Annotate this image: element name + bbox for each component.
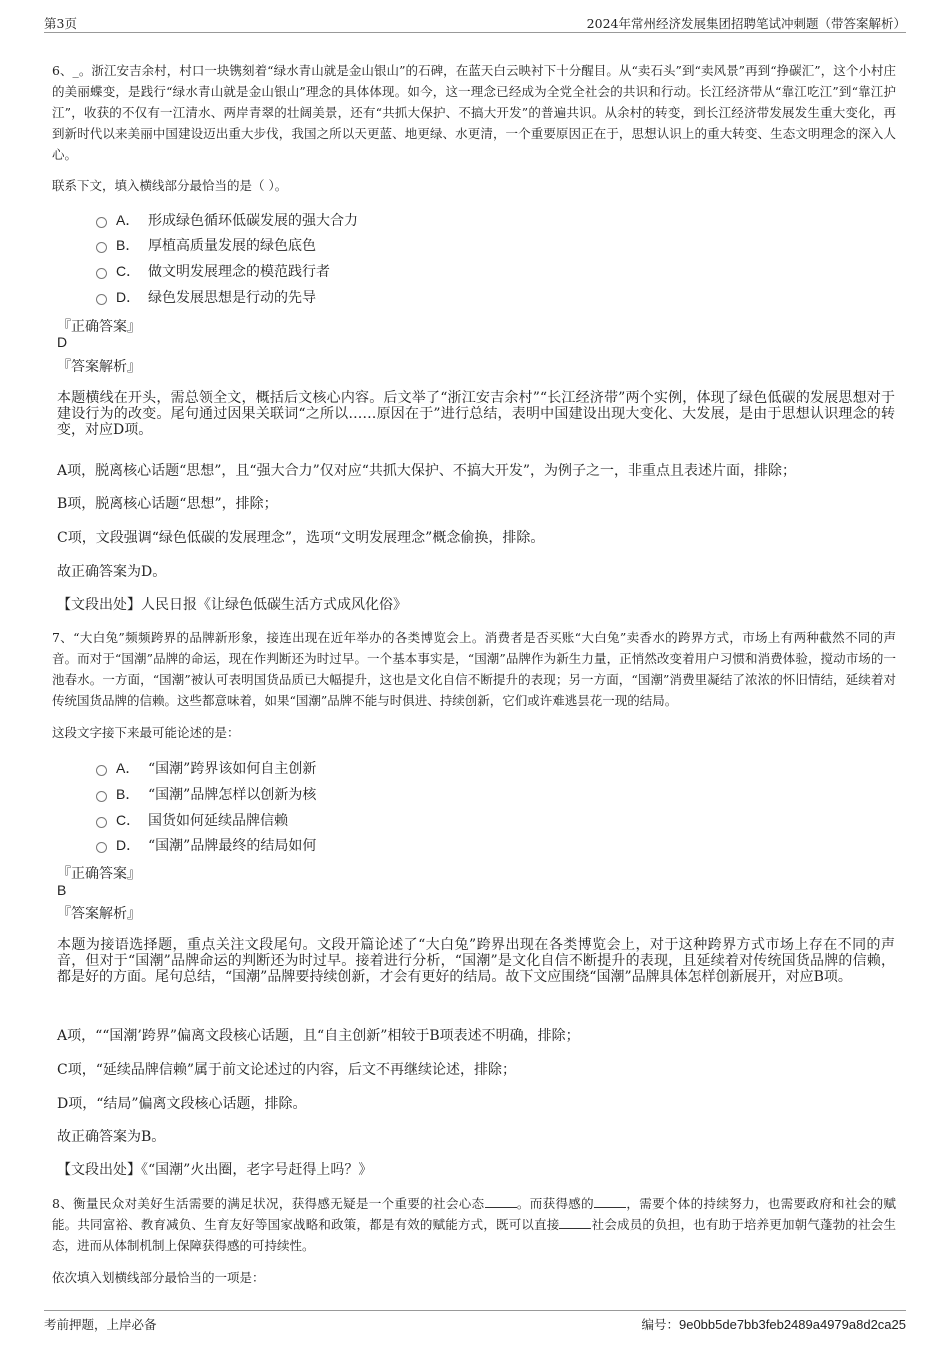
q7-option-d-analysis: D项，“结局”偏离文段核心话题，排除。	[57, 1096, 307, 1112]
q6-option-b-analysis: B项，脱离核心话题“思想”，排除；	[57, 496, 278, 512]
q7-answer: B	[57, 882, 67, 898]
q6-answer: D	[57, 334, 68, 350]
q7-conclusion: 故正确答案为B。	[57, 1129, 166, 1145]
q6-answer-label: 『正确答案』	[57, 319, 141, 335]
page-footer	[44, 1310, 906, 1333]
page-header	[44, 12, 906, 33]
page-number: 第3页	[44, 16, 77, 31]
footer-note: 考前押题，上岸必备	[44, 1317, 157, 1332]
q6-analysis: 本题横线在开头，需总领全文，概括后文核心内容。后文举了“浙江安吉余村”“长江经济带”两个实例，体现了绿色低碳的发展思想对于建设行为的改变。尾句通过因果关联词“之所以……原因在于”进行总结，表明中国建设出现大变化、大发展，是由于思想认识理念的转变，对应D项。	[57, 390, 895, 438]
radio-icon[interactable]	[96, 765, 107, 776]
document-title: 2024年常州经济发展集团招聘笔试冲刺题（带答案解析）	[586, 16, 906, 31]
q6-source: 【文段出处】人民日报《让绿色低碳生活方式成风化俗》	[57, 597, 407, 613]
q6-prompt: 联系下文，填入横线部分最恰当的是（ ）。	[52, 178, 288, 193]
q7-answer-label: 『正确答案』	[57, 866, 141, 882]
radio-icon[interactable]	[96, 842, 107, 853]
q6-stem: 6、_。浙江安吉余村，村口一块镌刻着“绿水青山就是金山银山”的石碑，在蓝天白云映衬下十分醒目。从“卖石头”到“卖风景”再到“挣碳汇”，这个小村庄的美丽蝶变，是践行“绿水青山就是金山银山”理念的具体体现。如今，这一理念已经成为全党全社会的共识和行动。长江经济带从“靠江吃江”到“靠江护江”，收获的不仅有一江清水、两岸青翠的壮阔美景，还有“共抓大保护、不搞大开发”的普遍共识。从余村的转变，到长江经济带发展发生重大变化，再到新时代以来美丽中国建设迈出重大步伐，我国之所以天更蓝、地更绿、水更清，一个重要原因正在于，思想认识上的重大转变、生态文明理念的深入人心。	[52, 63, 896, 162]
q7-source: 【文段出处】《“国潮”火出圈，老字号赶得上吗？》	[57, 1162, 373, 1178]
q7-analysis-label: 『答案解析』	[57, 906, 141, 922]
q8-prompt: 依次填入划横线部分最恰当的一项是：	[52, 1270, 265, 1285]
radio-icon[interactable]	[96, 268, 107, 279]
q7-prompt: 这段文字接下来最可能论述的是：	[52, 725, 240, 740]
q7-stem: 7、“大白兔”频频跨界的品牌新形象，接连出现在近年举办的各类博览会上。消费者是否买账“大白兔”卖香水的跨界方式，市场上有两种截然不同的声音。而对于“国潮”品牌的命运，现在作判断还为时过早。一个基本事实是，“国潮”品牌作为新生力量，正悄然改变着用户习惯和消费体验，搅动市场的一池春水。一方面，“国潮”被认可表明国货品质已大幅提升，这也是文化自信不断提升的表现；另一方面，“国潮”消费里凝结了浓浓的怀旧情结，延续着对传统国货品牌的信赖。这些都意味着，如果“国潮”品牌不能与时俱进、持续创新，它们或许难逃昙花一现的结局。	[52, 630, 896, 708]
q7-option-a-analysis: A项，““国潮’跨界”偏离文段核心话题，且“自主创新”相较于B项表述不明确，排除；	[57, 1028, 580, 1044]
footer-code: 编号：9e0bb5de7bb3feb2489a4979a8d2ca25	[641, 1317, 906, 1332]
q6-option-a[interactable]: A． 形成绿色循环低碳发展的强大合力	[96, 210, 358, 232]
radio-icon[interactable]	[96, 791, 107, 802]
radio-icon[interactable]	[96, 817, 107, 828]
q7-option-d[interactable]: D． “国潮”品牌最终的结局如何	[96, 835, 316, 857]
q7-analysis: 本题为接语选择题，重点关注文段尾句。文段开篇论述了“大白兔”跨界出现在各类博览会上，对于这种跨界方式市场上存在不同的声音，但对于“国潮”品牌命运的判断还为时过早。接着进行分析，“国潮”是文化自信不断提升的表现，且延续着对传统国货品牌的信赖，都是好的方面。尾句总结，“国潮”品牌要持续创新，才会有更好的结局。故下文应围绕“国潮”品牌具体怎样创新展开，对应B项。	[57, 937, 895, 985]
q6-option-d[interactable]: D． 绿色发展思想是行动的先导	[96, 287, 316, 309]
q7-option-b[interactable]: B． “国潮”品牌怎样以创新为核	[96, 784, 316, 806]
q8-stem: 8、衡量民众对美好生活需要的满足状况，获得感无疑是一个重要的社会心态 。而获得感的 ，需要个体的持续努力，也需要政府和社会的赋能。共同富裕、教育减负、生育友好等国家战略和政策，都是有效的赋能方式，既可以直接 社会成员的负担，也有助于培养更加朝气蓬勃的社会生态，进而从体制机制上保障获得感的可持续性。	[52, 1196, 896, 1253]
q7-option-a[interactable]: A． “国潮”跨界该如何自主创新	[96, 758, 316, 780]
blank-2	[594, 1195, 626, 1208]
radio-icon[interactable]	[96, 294, 107, 305]
q6-analysis-label: 『答案解析』	[57, 359, 141, 375]
q6-option-b[interactable]: B． 厚植高质量发展的绿色底色	[96, 235, 316, 257]
q7-option-c[interactable]: C． 国货如何延续品牌信赖	[96, 810, 288, 832]
blank-1	[485, 1195, 517, 1208]
q6-option-c-analysis: C项，文段强调“绿色低碳的发展理念”，选项“文明发展理念”概念偷换，排除。	[57, 530, 545, 546]
radio-icon[interactable]	[96, 217, 107, 228]
q6-option-c[interactable]: C． 做文明发展理念的模范践行者	[96, 261, 330, 283]
q6-option-a-analysis: A项，脱离核心话题“思想”，且“强大合力”仅对应“共抓大保护、不搞大开发”，为例子之一，非重点且表述片面，排除；	[57, 463, 797, 479]
blank-3	[559, 1216, 591, 1229]
radio-icon[interactable]	[96, 242, 107, 253]
q6-conclusion: 故正确答案为D。	[57, 564, 167, 580]
q7-option-c-analysis: C项，“延续品牌信赖”属于前文论述过的内容，后文不再继续论述，排除；	[57, 1062, 517, 1078]
